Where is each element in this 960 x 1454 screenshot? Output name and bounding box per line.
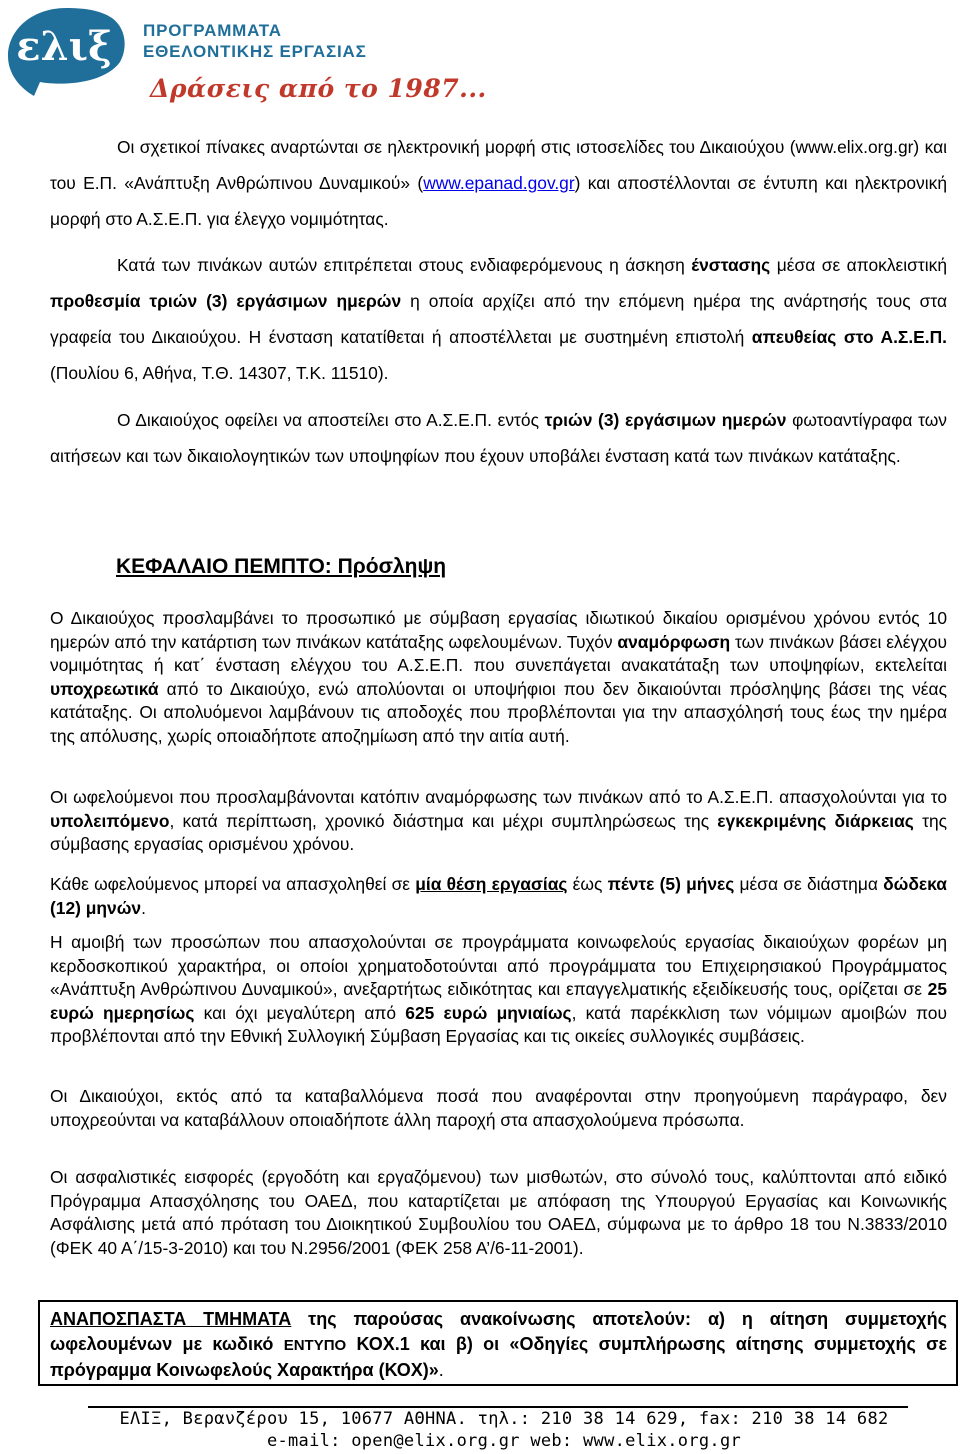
paragraph-copies: Ο Δικαιούχος οφείλει να αποστείλει στο Α.Σ.Ε.Π. εντός τριών (3) εργάσιμων ημερών φωτοαντίγραφα των αιτήσεων και των δικαιολογητικών των υποψηφίων που έχουν υποβάλει ένσταση κατά των πινάκων κατάταξης.	[50, 410, 947, 466]
logo-slogan: Δράσεις από το 1987...	[150, 74, 487, 103]
paragraph-remuneration: Η αμοιβή των προσώπων που απασχολούνται σε προγράμματα κοινωφελούς εργασίας δικαιούχων φορέων μη κερδοσκοπικού χαρακτήρα, οι οποίοι χρηματοδοτούνται από προγράμματα του Επιχειρησιακού Προγράμματος «Ανάπτυξη Ανθρώπινου Δυναμικού», ανεξαρτήτως ειδικότητας και επαγγελματικής εξειδίκευσής τους, ορίζεται σε 25 ευρώ ημερησίως και όχι μεγαλύτερη από 625 ευρώ μηνιαίως, κατά παρέκκλιση των νόμιμων αμοιβών που προβλέπονται από την Εθνική Συλλογική Σύμβαση Εργασίας και τις οικείες συλλογικές συμβάσεις.	[50, 932, 947, 1046]
footer-divider	[88, 1406, 908, 1408]
paragraph-remaining-period: Οι ωφελούμενοι που προσλαμβάνονται κατόπιν αναμόρφωσης των πινάκων από το Α.Σ.Ε.Π. απασχολούνται για το υπολειπόμενο, κατά περίπτωση, χρονικό διάστημα και μέχρι συμπληρώσεως της εγκεκριμένης διάρκειας της σύμβασης εργασίας ορισμένου χρόνου.	[50, 787, 947, 854]
elix-logo	[4, 4, 128, 102]
footer-address: ΕΛΙΞ, Βερανζέρου 15, 10677 ΑΘΗΝΑ. τηλ.: 210 38 14 629, fax: 210 38 14 682	[119, 1409, 889, 1429]
org-name-line1: ΠΡΟΓΡΑΜΜΑΤΑ	[143, 21, 282, 40]
paragraph-hiring: Ο Δικαιούχος προσλαμβάνει το προσωπικό με σύμβαση εργασίας ιδιωτικού δικαίου ορισμένου χρόνου εντός 10 ημερών από την κατάρτιση των πινάκων κατάταξης ωφελουμένων. Τυχόν αναμόρφωση των πινάκων βάσει ελέγχου νομιμότητας ή κατ΄ ένσταση ελέγχου του Α.Σ.Ε.Π. που συνεπάγεται ανακατάταξη των υποψηφίων, εκτελείται υποχρεωτικά από το Δικαιούχο, ενώ απολύονται οι υποψήφιοι που δεν δικαιούνται πρόσληψης βάσει της νέας κατάταξης. Οι απολυόμενοι λαμβάνουν τις αποδοχές που προβλέπονται για την απασχόλησή τους έως την ημέρα της απόλυσης, χωρίς οποιαδήποτε αποζημίωση από την αιτία αυτή.	[50, 608, 947, 746]
footer-contact: e-mail: open@elix.org.gr web: www.elix.org.gr	[266, 1431, 742, 1451]
paragraph-no-other-benefit: Οι Δικαιούχοι, εκτός από τα καταβαλλόμενα ποσά που αναφέρονται στην προηγούμενη παράγραφο, δεν υποχρεούνται να καταβάλλουν οποιαδήποτε άλλη παροχή στα απασχολούμενα πρόσωπα.	[50, 1086, 947, 1130]
paragraph-insurance: Οι ασφαλιστικές εισφορές (εργοδότη και εργαζόμενου) των μισθωτών, στο σύνολό τους, καλύπτονται από ειδικό Πρόγραμμα Απασχόλησης του ΟΑΕΔ, που καταρτίζεται με απόφαση της Υπουργού Εργασίας και Κοινωνικής Ασφάλισης μετά από πρόταση του Διοικητικού Συμβουλίου του ΟΑΕΔ, σύμφωνα με το άρθρο 18 του Ν.3833/2010 (ΦΕΚ 40 Α΄/15-3-2010) και του Ν.2956/2001 (ΦΕΚ 258 Α’/6-11-2001).	[50, 1167, 947, 1258]
logo-text: ελιξ	[16, 23, 112, 70]
paragraph-objection: Κατά των πινάκων αυτών επιτρέπεται στους ενδιαφερόμενους η άσκηση ένστασης μέσα σε αποκλειστική προθεσμία τριών (3) εργάσιμων ημερών η οποία αρχίζει από την επόμενη ημέρα της ανάρτησής τους στα γραφεία του Δικαιούχου. Η ένσταση κατατίθεται ή αποστέλλεται με συστημένη επιστολή απευθείας στο Α.Σ.Ε.Π. (Πουλίου 6, Αθήνα, Τ.Θ. 14307, Τ.Κ. 11510).	[50, 255, 947, 383]
epanad-link[interactable]: www.epanad.gov.gr	[423, 173, 575, 193]
org-name-line2: ΕΘΕΛΟΝΤΙΚΗΣ ΕΡΓΑΣΙΑΣ	[143, 42, 367, 61]
paragraph-posting: Οι σχετικοί πίνακες αναρτώνται σε ηλεκτρονική μορφή στις ιστοσελίδες του Δικαιούχου (www.elix.org.gr) και του Ε.Π. «Ανάπτυξη Ανθρώπινου Δυναμικού» (www.epanad.gov.gr) και αποστέλλονται σε έντυπη και ηλεκτρονική μορφή στο Α.Σ.Ε.Π. για έλεγχο νομιμότητας.	[50, 137, 947, 229]
paragraph-position-duration: Κάθε ωφελούμενος μπορεί να απασχοληθεί σε μία θέση εργασίας έως πέντε (5) μήνες μέσα σε διάστημα δώδεκα (12) μηνών.	[50, 874, 947, 918]
chapter-title: ΚΕΦΑΛΑΙΟ ΠΕΜΠΤΟ: Πρόσληψη	[116, 555, 447, 578]
notice-text: ΑΝΑΠΟΣΠΑΣΤΑ ΤΜΗΜΑΤΑ της παρούσας ανακοίνωσης αποτελούν: α) η αίτηση συμμετοχής ωφελουμένων με κωδικό ΕΝΤΥΠΟ ΚΟΧ.1 και β) οι «Οδηγίες συμπλήρωσης αίτησης συμμετοχής σε πρόγραμμα Κοινωφελούς Χαρακτήρα (ΚΟΧ)».	[50, 1309, 947, 1380]
